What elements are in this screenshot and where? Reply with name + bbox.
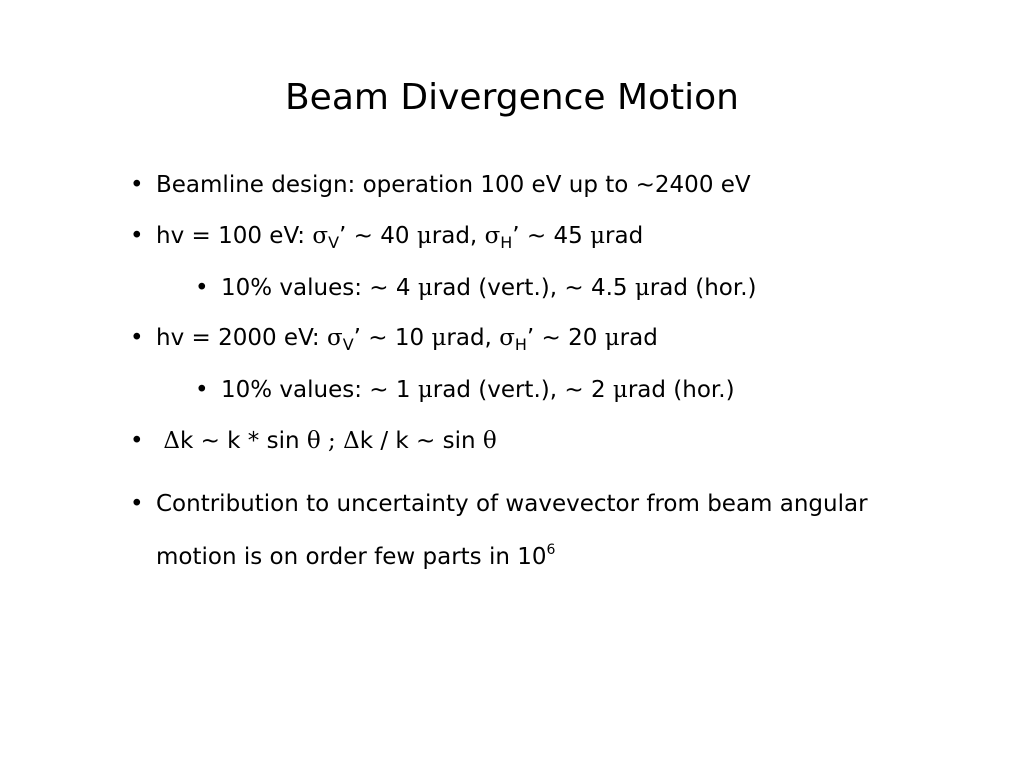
bullet-text-prefix: hv = 2000 eV:: [156, 325, 327, 351]
sigma-symbol: σ: [312, 223, 329, 249]
bullet-marker: •: [130, 172, 144, 198]
bullet-marker: •: [130, 428, 144, 454]
bullet-text: 10% values: ~ 1: [221, 377, 418, 403]
unit-text: rad: [605, 223, 644, 249]
bullet-beamline-design: [130, 169, 751, 201]
bullet-delta-k: [130, 425, 497, 457]
sigma-symbol: σ: [327, 325, 343, 351]
mu-symbol: μ: [417, 275, 433, 301]
bullet-text: rad (vert.), ~ 4.5: [432, 275, 635, 301]
prime-mark: ’: [353, 325, 361, 351]
delta-symbol: Δ: [343, 428, 360, 454]
bullet-marker: •: [195, 275, 209, 301]
bullet-marker: •: [195, 377, 209, 403]
bullet-hv-100: [130, 220, 644, 259]
unit-text: rad,: [446, 325, 500, 351]
bullet-contribution: [130, 481, 916, 580]
bullet-10pct-values-2000: [195, 374, 735, 406]
mu-symbol: μ: [417, 377, 433, 403]
unit-text: rad,: [431, 223, 485, 249]
bullet-marker: •: [130, 325, 144, 351]
formula-text: k / k ~ sin: [359, 428, 483, 454]
subscript-h: H: [500, 233, 513, 252]
delta-symbol: Δ: [163, 428, 180, 454]
prime-mark: ’: [526, 325, 535, 351]
unit-text: rad: [619, 325, 658, 351]
sigma-symbol: σ: [484, 223, 501, 249]
mu-symbol: μ: [416, 223, 432, 249]
value-text: ~ 10: [360, 325, 432, 351]
subscript-v: V: [328, 233, 340, 252]
value-text: ~ 40: [346, 223, 417, 249]
prime-mark: ’: [512, 223, 520, 249]
value-text: ~ 45: [519, 223, 591, 249]
bullet-text: rad (hor.): [627, 377, 735, 403]
mu-symbol: μ: [604, 325, 620, 351]
slide-title: Beam Divergence Motion: [284, 77, 739, 118]
sigma-symbol: σ: [499, 325, 515, 351]
theta-symbol: θ: [482, 428, 497, 454]
bullet-10pct-values-100: [195, 272, 757, 304]
bullet-text: rad (hor.): [649, 275, 757, 301]
formula-text: k ~ k * sin: [179, 428, 307, 454]
bullet-text: Beamline design: operation 100 eV up to ~2400 eV: [156, 172, 751, 198]
mu-symbol: μ: [634, 275, 650, 301]
bullet-text: Contribution to uncertainty of wavevector from beam angular motion is on order few parts in 10: [156, 491, 868, 570]
bullet-marker: •: [130, 223, 144, 249]
separator-text: ;: [320, 428, 344, 454]
prime-mark: ’: [339, 223, 347, 249]
bullet-marker: •: [130, 491, 144, 517]
subscript-h: H: [514, 335, 527, 354]
mu-symbol: μ: [612, 377, 628, 403]
theta-symbol: θ: [306, 428, 321, 454]
bullet-text-prefix: hv = 100 eV:: [156, 223, 313, 249]
bullet-hv-2000: [130, 322, 658, 361]
subscript-v: V: [342, 335, 354, 354]
mu-symbol: μ: [431, 325, 447, 351]
bullet-text: rad (vert.), ~ 2: [432, 377, 613, 403]
exponent: 6: [546, 542, 556, 558]
mu-symbol: μ: [590, 223, 606, 249]
value-text: ~ 20: [534, 325, 605, 351]
bullet-text: 10% values: ~ 4: [221, 275, 418, 301]
